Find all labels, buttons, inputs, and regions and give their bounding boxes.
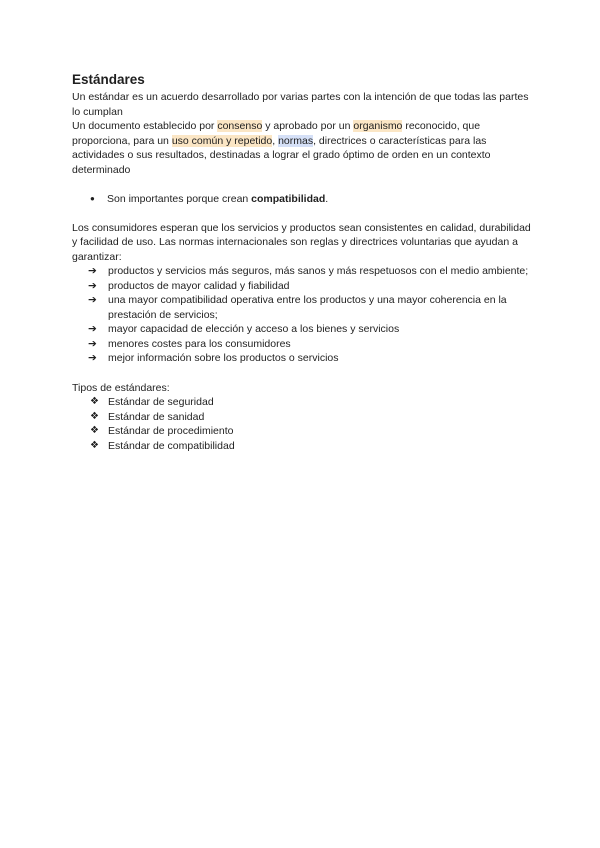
list-item-text: productos y servicios más seguros, más sanos y más respetuosos con el medio ambiente; [108, 265, 529, 277]
list-item-text: una mayor compatibilidad operativa entre los productos y una mayor coherencia en la prestación de servicios; [108, 294, 507, 321]
list-item [88, 337, 534, 352]
definition-text: reconocido, que proporciona, para un [72, 120, 481, 147]
arrow-icon: ➔ [88, 323, 97, 335]
bullet-bold-text: compatibilidad [251, 193, 326, 205]
list-item-text: productos de mayor calidad y fiabilidad [108, 279, 290, 292]
list-item-text: Estándar de procedimiento [108, 425, 234, 437]
list-item [90, 424, 534, 439]
consumers-paragraph: Los consumidores esperan que los servicios y productos sean consistentes en calidad, durabilidad y facilidad de uso. Las normas internacionales son reglas y directrices voluntarias que ayudan a garantizar: [72, 221, 531, 263]
list-item [90, 192, 534, 207]
definition-paragraph-2 [72, 119, 534, 177]
list-item-text: Estándar de compatibilidad [108, 439, 235, 452]
list-item-text: menores costes para los consumidores [108, 337, 291, 350]
list-item [90, 439, 534, 454]
diamond-icon: ❖ [90, 425, 99, 436]
definition-text: Un documento establecido por [72, 120, 218, 132]
highlight-consenso: consenso [217, 120, 263, 132]
list-item [88, 264, 534, 279]
list-item [90, 410, 534, 425]
list-item [88, 322, 534, 337]
bullet-icon: ● [90, 194, 95, 203]
list-item-text: mayor capacidad de elección y acceso a los bienes y servicios [108, 323, 400, 335]
bullet-end: . [325, 193, 329, 205]
arrow-icon: ➔ [88, 337, 97, 350]
definition-text: y aprobado por un [262, 120, 354, 132]
list-item-text: mejor información sobre los productos o servicios [108, 352, 339, 364]
definition-paragraph-1: Un estándar es un acuerdo desarrollado por varias partes con la intención de que todas las partes lo cumplan [72, 91, 529, 118]
types-label: Tipos de estándares: [72, 381, 170, 394]
arrow-list [88, 264, 534, 366]
arrow-icon: ➔ [88, 265, 97, 277]
list-item [88, 351, 534, 366]
highlight-organismo: organismo [353, 120, 403, 132]
definition-text: , [272, 134, 279, 147]
bullet-text: Son importantes porque crean [107, 193, 252, 205]
types-list [90, 395, 534, 453]
list-item [90, 395, 534, 410]
document-content [72, 72, 534, 453]
highlight-uso-comun: uso común y repetido [171, 134, 273, 147]
list-item-text: Estándar de seguridad [108, 396, 214, 408]
arrow-icon: ➔ [88, 294, 97, 306]
diamond-icon: ❖ [90, 439, 99, 451]
bullet-list [90, 192, 534, 207]
arrow-icon: ➔ [88, 279, 97, 292]
definition-text: , directrices o características para las actividades o sus resultados, destinadas a lograr el grado óptimo de orden en un contexto determinado [72, 134, 491, 176]
list-item [88, 293, 534, 322]
page-title: Estándares [72, 72, 145, 87]
highlight-normas: normas [278, 134, 314, 147]
diamond-icon: ❖ [90, 410, 99, 422]
list-item-text: Estándar de sanidad [108, 410, 205, 423]
arrow-icon: ➔ [88, 352, 97, 364]
list-item [88, 279, 534, 294]
diamond-icon: ❖ [90, 396, 99, 407]
